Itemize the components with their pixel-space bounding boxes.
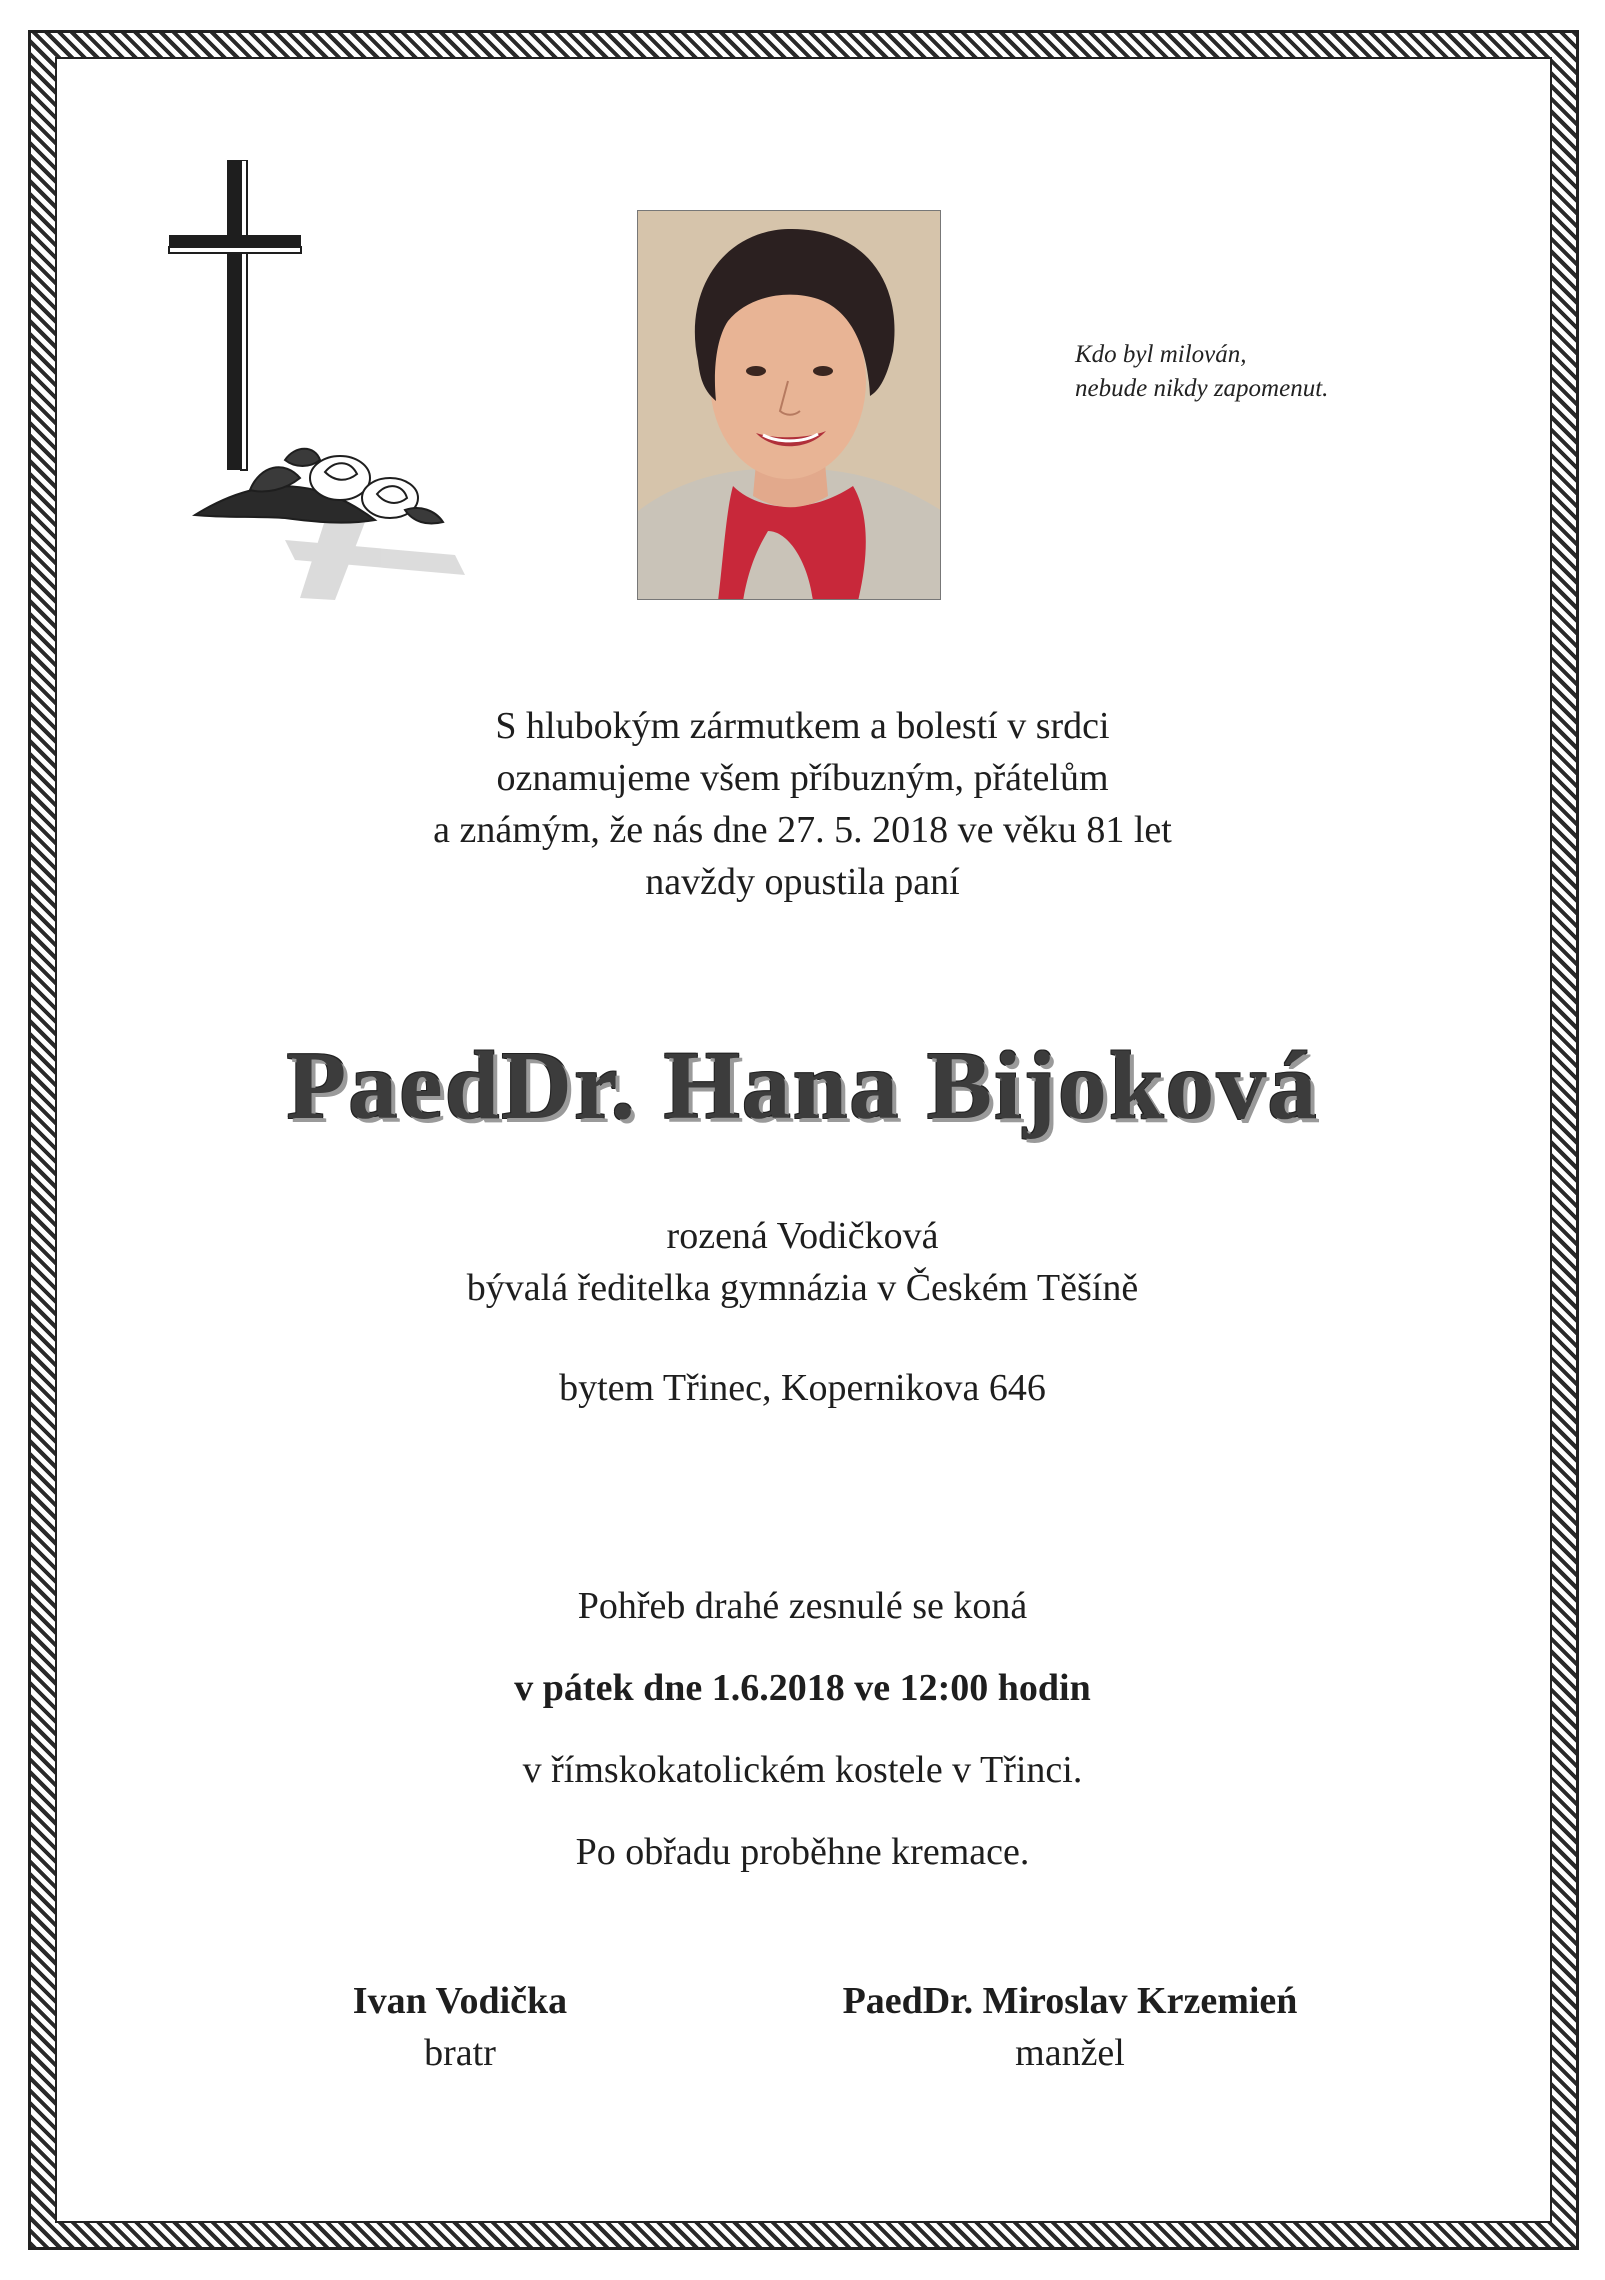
signatory-name: Ivan Vodička [352, 1980, 568, 2022]
announcement-line-2: oznamujeme všem příbuzným, přátelům [496, 757, 1109, 799]
funeral-cremation-note: Po obřadu proběhne kremace. [575, 1831, 1030, 1873]
signatory-husband [780, 1975, 1360, 2079]
signatory-relation: bratr [424, 2032, 496, 2074]
signatory-relation: manžel [1015, 2032, 1125, 2074]
former-occupation: bývalá ředitelka gymnázia v Českém Těšíně [466, 1267, 1139, 1309]
deceased-address: bytem Třinec, Kopernikova 646 [559, 1367, 1046, 1409]
signatory-name: PaedDr. Miroslav Krzemień [842, 1980, 1298, 2022]
memorial-quote [1075, 338, 1415, 406]
maiden-name: rozená Vodičková [666, 1215, 939, 1257]
quote-line-1: Kdo byl milován, [1075, 341, 1247, 368]
announcement-line-1: S hlubokým zármutkem a bolestí v srdci [495, 705, 1110, 747]
quote-line-2: nebude nikdy zapomenut. [1075, 375, 1329, 402]
announcement-line-4: navždy opustila paní [645, 861, 960, 903]
cross-icon [165, 160, 495, 610]
portrait-image [638, 211, 941, 600]
funeral-date-time: v pátek dne 1.6.2018 ve 12:00 hodin [514, 1667, 1091, 1709]
announcement-text [0, 700, 1605, 908]
deceased-name: PaedDr. Hana Bijoková [286, 1032, 1319, 1140]
announcement-line-3: a známým, že nás dne 27. 5. 2018 ve věku 81 let [433, 809, 1172, 851]
cross-with-roses-illustration [165, 160, 495, 610]
funeral-info [0, 1565, 1605, 1893]
deceased-details [0, 1210, 1605, 1314]
funeral-location: v římskokatolickém kostele v Třinci. [522, 1749, 1083, 1791]
portrait-photo [637, 210, 941, 600]
funeral-line-1: Pohřeb drahé zesnulé se koná [577, 1585, 1028, 1627]
signatory-brother [300, 1975, 620, 2079]
